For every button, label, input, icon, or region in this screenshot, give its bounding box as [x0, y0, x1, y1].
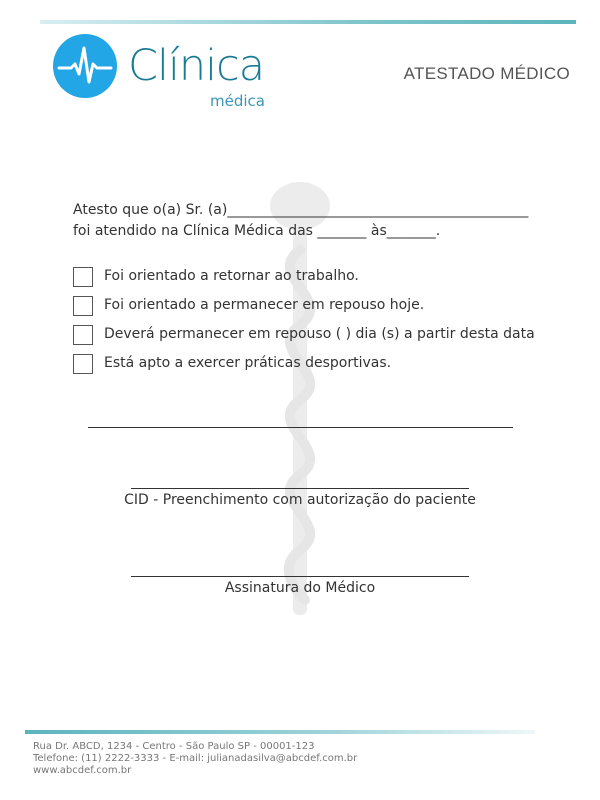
checkbox-rest-days[interactable]: [73, 325, 93, 345]
option-label: Foi orientado a retornar ao trabalho.: [104, 268, 359, 284]
cid-caption: CID - Preenchimento com autorização do paciente: [124, 492, 476, 508]
top-accent-rule: [40, 20, 576, 24]
caduceus-icon: [255, 180, 345, 620]
bottom-accent-rule: [25, 730, 535, 734]
blank-fill-line: [88, 427, 513, 428]
logo-subtitle: médica: [210, 92, 265, 110]
footer-contact: Telefone: (11) 2222-3333 - E-mail: julianadasilva@abcdef.com.br: [33, 753, 358, 764]
cid-signature-line: [131, 488, 469, 489]
doctor-signature-line: [131, 576, 469, 577]
checkbox-return-to-work[interactable]: [73, 267, 93, 287]
checkbox-fit-for-sports[interactable]: [73, 354, 93, 374]
attendance-time-line: foi atendido na Clínica Médica das _______ às_______.: [73, 223, 441, 239]
patient-name-line: Atesto que o(a) Sr. (a)___________________________________________: [73, 202, 529, 218]
option-label: Deverá permanecer em repouso ( ) dia (s) a partir desta data: [104, 326, 535, 342]
option-label: Está apto a exercer práticas desportivas.: [104, 355, 392, 371]
footer-address: Rua Dr. ABCD, 1234 - Centro - São Paulo SP - 00001-123: [33, 741, 315, 752]
document-title: ATESTADO MÉDICO: [403, 64, 570, 83]
signature-caption: Assinatura do Médico: [224, 580, 376, 596]
heartbeat-icon: [53, 34, 117, 98]
footer-website: www.abcdef.com.br: [33, 765, 132, 776]
option-label: Foi orientado a permanecer em repouso hoje.: [104, 297, 425, 313]
logo-wordmark: Clínica: [128, 41, 265, 91]
checkbox-rest-today[interactable]: [73, 296, 93, 316]
